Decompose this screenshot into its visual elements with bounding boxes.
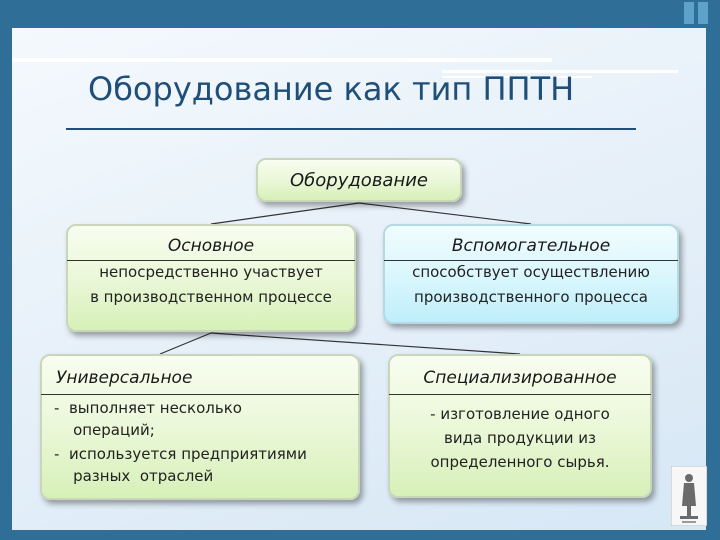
node-auxiliary-text-1: способствует осуществлению — [412, 263, 650, 281]
node-specialized-divider — [389, 394, 651, 395]
node-universal-divider — [41, 394, 359, 395]
connector-root-to-main — [211, 203, 359, 224]
node-auxiliary — [383, 224, 679, 324]
connector-main-to-universal — [160, 333, 211, 354]
node-universal-text-2: операций; — [54, 421, 155, 439]
node-specialized — [388, 354, 652, 498]
node-specialized-text-1: - изготовление одного — [430, 405, 610, 423]
node-universal — [40, 354, 360, 500]
node-main-text-2: в производственном процессе — [90, 288, 332, 306]
node-specialized-title: Специализированное — [423, 368, 617, 388]
node-main-text-1: непосредственно участвует — [99, 263, 323, 281]
node-auxiliary-title: Вспомогательное — [451, 236, 611, 256]
slide-title: Оборудование как тип ППТН — [88, 70, 575, 108]
node-main-divider — [67, 260, 355, 261]
node-specialized-text-3: определенного сырья. — [430, 453, 610, 471]
university-logo-icon — [671, 466, 707, 526]
connector-root-to-auxiliary — [359, 203, 531, 224]
node-equipment — [256, 158, 462, 202]
node-universal-text-1: - выполняет несколько — [54, 399, 242, 417]
node-main — [66, 224, 356, 332]
node-main-title: Основное — [167, 236, 255, 256]
node-universal-text-4: разных отраслей — [54, 467, 214, 485]
node-universal-text-3: - используется предприятиями — [54, 445, 307, 463]
node-auxiliary-text-2: производственного процесса — [414, 288, 648, 306]
node-equipment-label: Оборудование — [290, 170, 428, 191]
node-universal-title: Универсальное — [56, 368, 193, 388]
node-specialized-text-2: вида продукции из — [444, 429, 596, 447]
connector-main-to-specialized — [211, 333, 520, 354]
node-auxiliary-divider — [384, 260, 678, 261]
